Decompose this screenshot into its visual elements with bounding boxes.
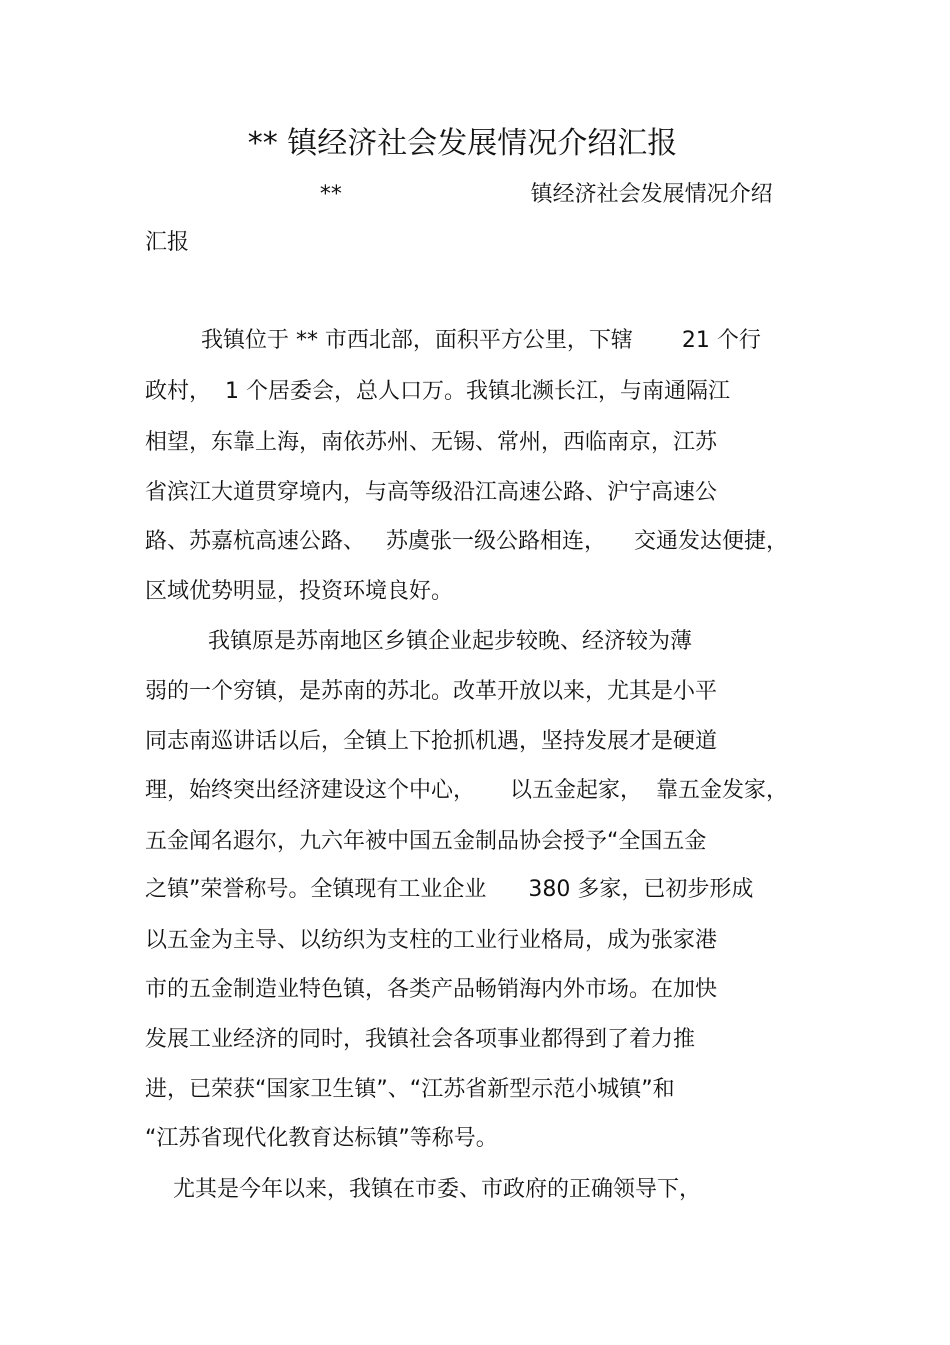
paragraph-line: 我镇位于 ** 市西北部，面积平方公里，下辖 21 个行 bbox=[145, 328, 761, 353]
paragraph-line: 以五金为主导、以纺织为支柱的工业行业格局，成为张家港 bbox=[145, 928, 718, 953]
paragraph-line: 之镇”荣誉称号。全镇现有工业企业 380 多家，已初步形成 bbox=[145, 877, 754, 902]
paragraph-line: 进，已荣获“国家卫生镇”、“江苏省新型示范小城镇”和 bbox=[145, 1077, 675, 1102]
paragraph-line: 省滨江大道贯穿境内，与高等级沿江高速公路、沪宁高速公 bbox=[145, 480, 718, 505]
paragraph-line: 政村， 1 个居委会，总人口万。我镇北濒长江，与南通隔江 bbox=[145, 379, 730, 404]
paragraph-line: 相望，东靠上海，南依苏州、无锡、常州，西临南京，江苏 bbox=[145, 430, 718, 455]
paragraph-line: 发展工业经济的同时，我镇社会各项事业都得到了着力推 bbox=[145, 1027, 696, 1052]
paragraph-line: 市的五金制造业特色镇，各类产品畅销海内外市场。在加快 bbox=[145, 977, 718, 1002]
paragraph-line: “江苏省现代化教育达标镇”等称号。 bbox=[145, 1126, 498, 1151]
paragraph-line: 区域优势明显，投资环境良好。 bbox=[145, 579, 454, 604]
paragraph-line: 同志南巡讲话以后，全镇上下抢抓机遇，坚持发展才是硬道 bbox=[145, 729, 718, 754]
paragraph-line: 理，始终突出经济建设这个中心， 以五金起家， 靠五金发家， bbox=[145, 778, 788, 803]
subtitle-line: ** 镇经济社会发展情况介绍 bbox=[145, 182, 773, 207]
paragraph-line: 弱的一个穷镇，是苏南的苏北。改革开放以来，尤其是小平 bbox=[145, 679, 718, 704]
paragraph-line: 尤其是今年以来，我镇在市委、市政府的正确领导下， bbox=[145, 1177, 701, 1202]
subtitle-line-continued: 汇报 bbox=[145, 230, 190, 255]
paragraph-line: 我镇原是苏南地区乡镇企业起步较晚、经济较为薄 bbox=[145, 629, 692, 654]
document-title: ** 镇经济社会发展情况介绍汇报 bbox=[247, 126, 678, 161]
paragraph-line: 路、苏嘉杭高速公路、 苏虞张一级公路相连， 交通发达便捷， bbox=[145, 529, 788, 554]
paragraph-line: 五金闻名遐尔，九六年被中国五金制品协会授予“全国五金 bbox=[145, 829, 707, 854]
